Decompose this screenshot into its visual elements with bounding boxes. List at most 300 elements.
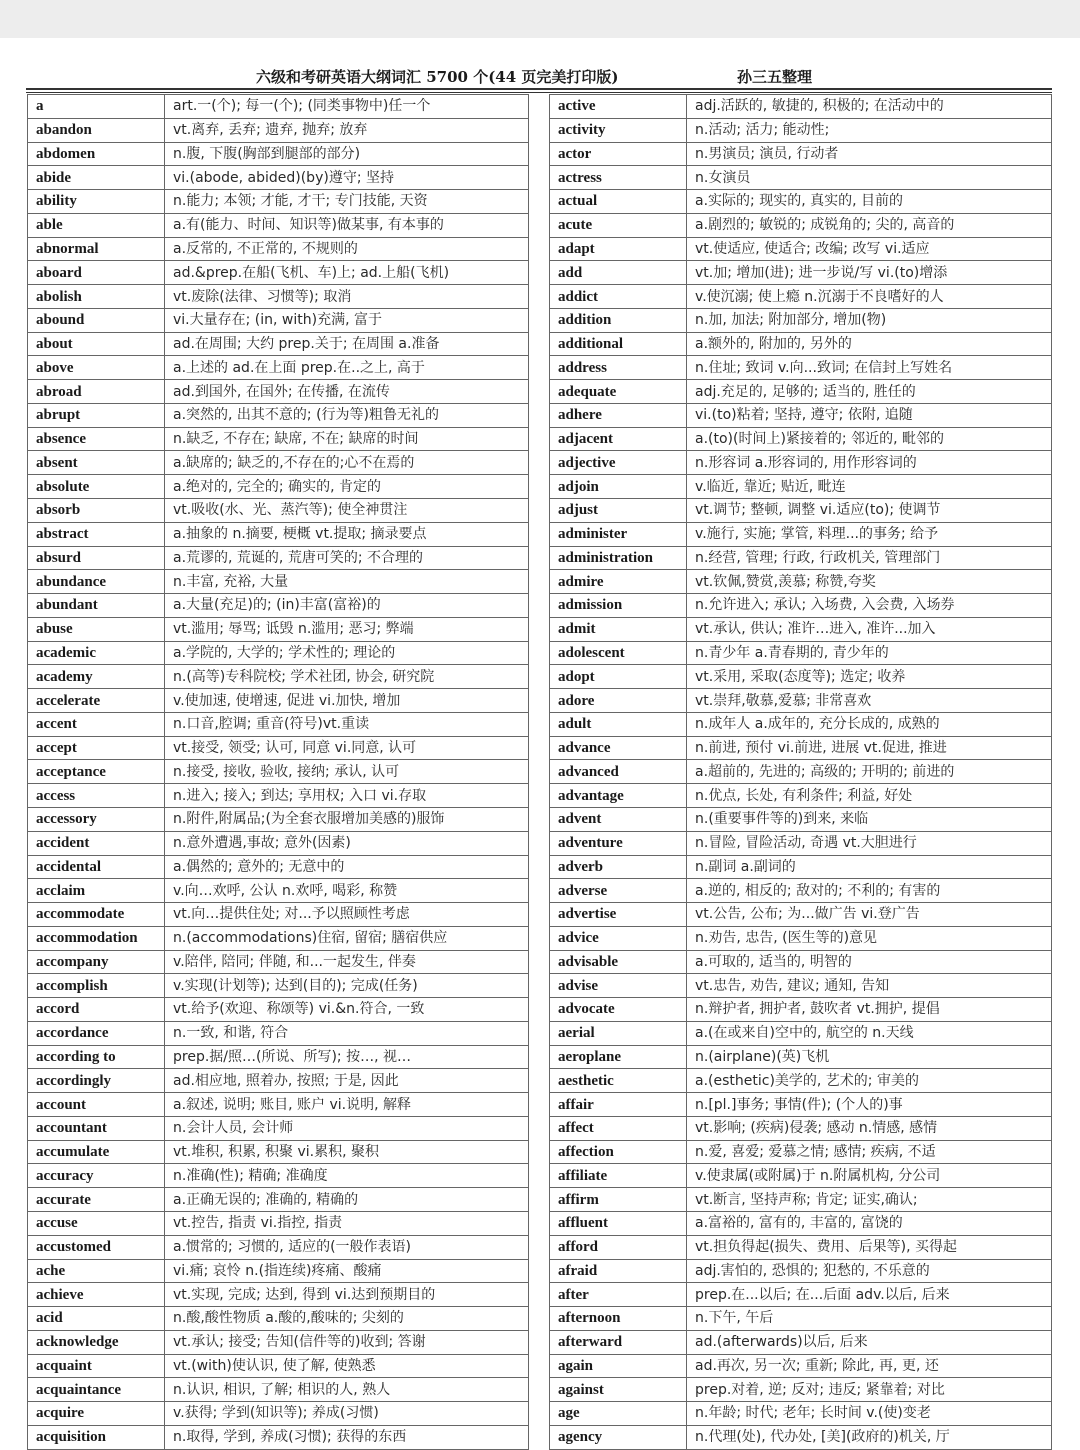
table-row (550, 689, 1052, 713)
vocab-meaning: v.实现(计划等); 达到(目的); 完成(任务) (165, 974, 529, 998)
vocab-word: add (550, 261, 687, 285)
vocab-meaning: a.抽象的 n.摘要, 梗概 vt.提取; 摘录要点 (165, 522, 529, 546)
table-row (28, 475, 529, 499)
table-row (28, 1235, 529, 1259)
table-row (550, 1354, 1052, 1378)
vocab-word: advantage (550, 784, 687, 808)
table-row (28, 570, 529, 594)
table-row (550, 974, 1052, 998)
table-row (28, 1116, 529, 1140)
vocab-meaning: n.优点, 长处, 有利条件; 利益, 好处 (687, 784, 1052, 808)
vocab-word: abstract (28, 522, 165, 546)
document-title: 六级和考研英语大纲词汇 5700 个(44 页完美打印版) (256, 68, 619, 86)
vocab-word: adjacent (550, 427, 687, 451)
table-row (28, 95, 529, 119)
table-row (550, 356, 1052, 380)
vocab-word: accuse (28, 1211, 165, 1235)
vocab-word: absolute (28, 475, 165, 499)
vocab-word: advise (550, 974, 687, 998)
vocab-meaning: vt.崇拜,敬慕,爱慕; 非常喜欢 (687, 689, 1052, 713)
header-rule (26, 88, 1052, 90)
table-row (28, 1211, 529, 1235)
vocab-meaning: n.酸,酸性物质 a.酸的,酸味的; 尖刻的 (165, 1307, 529, 1331)
vocab-word: aesthetic (550, 1069, 687, 1093)
vocab-word: a (28, 95, 165, 119)
vocab-meaning: n.青少年 a.青春期的, 青少年的 (687, 641, 1052, 665)
vocab-word: adverb (550, 855, 687, 879)
table-row (550, 308, 1052, 332)
vocab-meaning: a.突然的, 出其不意的; (行为等)粗鲁无礼的 (165, 403, 529, 427)
vocab-meaning: n.意外遭遇,事故; 意外(因素) (165, 831, 529, 855)
vocab-word: accommodation (28, 926, 165, 950)
vocab-word: abide (28, 166, 165, 190)
table-row (550, 380, 1052, 404)
vocab-meaning: n.口音,腔调; 重音(符号)vt.重读 (165, 712, 529, 736)
vocab-word: abundant (28, 594, 165, 618)
table-row (550, 807, 1052, 831)
vocab-word: accountant (28, 1116, 165, 1140)
vocab-meaning: n.取得, 学到, 养成(习惯); 获得的东西 (165, 1425, 529, 1449)
vocab-meaning: vt.影响; (疾病)侵袭; 感动 n.情感, 感情 (687, 1116, 1052, 1140)
vocab-word: accompany (28, 950, 165, 974)
table-row (28, 308, 529, 332)
document-author: 孙三五整理 (737, 68, 813, 86)
vocab-meaning: v.临近, 靠近; 贴近, 毗连 (687, 475, 1052, 499)
vocab-meaning: a.偶然的; 意外的; 无意中的 (165, 855, 529, 879)
vocab-meaning: v.使加速, 使增速, 促进 vi.加快, 增加 (165, 689, 529, 713)
vocab-meaning: vt.向…提供住处; 对...予以照顾性考虑 (165, 903, 529, 927)
vocab-word: adequate (550, 380, 687, 404)
vocab-word: abolish (28, 285, 165, 309)
vocab-word: admire (550, 570, 687, 594)
vocab-meaning: ad.到国外, 在国外; 在传播, 在流传 (165, 380, 529, 404)
vocab-meaning: a.缺席的; 缺乏的,不存在的;心不在焉的 (165, 451, 529, 475)
vocab-word: adjoin (550, 475, 687, 499)
table-row (28, 237, 529, 261)
vocab-word: affair (550, 1093, 687, 1117)
vocab-word: actress (550, 166, 687, 190)
table-row (550, 1425, 1052, 1449)
vocab-word: age (550, 1402, 687, 1426)
table-row (550, 617, 1052, 641)
vocab-word: accuracy (28, 1164, 165, 1188)
table-row (28, 617, 529, 641)
vocab-meaning: vt.(with)使认识, 使了解, 使熟悉 (165, 1354, 529, 1378)
vocab-word: abundance (28, 570, 165, 594)
vocab-word: affect (550, 1116, 687, 1140)
vocab-meaning: n.代理(处), 代办处, [美](政府的)机关, 厅 (687, 1425, 1052, 1449)
vocab-meaning: vt.使适应, 使适合; 改编; 改写 vi.适应 (687, 237, 1052, 261)
vocab-word: afternoon (550, 1307, 687, 1331)
table-row (550, 1283, 1052, 1307)
vocab-word: advisable (550, 950, 687, 974)
vocab-word: achieve (28, 1283, 165, 1307)
table-row (550, 1140, 1052, 1164)
table-row (550, 118, 1052, 142)
table-row (550, 879, 1052, 903)
vocab-meaning: a.有(能力、时间、知识等)做某事, 有本事的 (165, 213, 529, 237)
header-rule-thin (26, 92, 1052, 93)
vocab-word: adolescent (550, 641, 687, 665)
vocab-word: actual (550, 190, 687, 214)
vocab-word: affiliate (550, 1164, 687, 1188)
table-row (550, 1188, 1052, 1212)
table-row (28, 950, 529, 974)
vocab-meaning: adj.充足的, 足够的; 适当的, 胜任的 (687, 380, 1052, 404)
table-row (28, 641, 529, 665)
table-row (28, 807, 529, 831)
vocab-meaning: n.住址; 致词 v.向...致词; 在信封上写姓名 (687, 356, 1052, 380)
table-row (28, 736, 529, 760)
vocab-word: accord (28, 998, 165, 1022)
vocab-meaning: vi.(abode, abided)(by)遵守; 坚持 (165, 166, 529, 190)
vocab-meaning: a.惯常的; 习惯的, 适应的(一般作表语) (165, 1235, 529, 1259)
vocab-word: absent (28, 451, 165, 475)
vocab-meaning: a.额外的, 附加的, 另外的 (687, 332, 1052, 356)
vocab-meaning: n.加, 加法; 附加部分, 增加(物) (687, 308, 1052, 332)
table-row (28, 831, 529, 855)
vocab-meaning: a.大量(充足)的; (in)丰富(富裕)的 (165, 594, 529, 618)
table-row (28, 1354, 529, 1378)
vocab-meaning: vi.(to)粘着; 坚持, 遵守; 依附, 追随 (687, 403, 1052, 427)
table-row (550, 522, 1052, 546)
vocab-meaning: vt.采用, 采取(态度等); 选定; 收养 (687, 665, 1052, 689)
vocab-meaning: vt.接受, 领受; 认可, 同意 vi.同意, 认可 (165, 736, 529, 760)
vocab-word: advice (550, 926, 687, 950)
vocab-word: aeroplane (550, 1045, 687, 1069)
table-row (28, 332, 529, 356)
table-row (28, 665, 529, 689)
vocab-meaning: v.向…欢呼, 公认 n.欢呼, 喝彩, 称赞 (165, 879, 529, 903)
vocab-meaning: v.施行, 实施; 掌管, 料理...的事务; 给予 (687, 522, 1052, 546)
vocab-word: adapt (550, 237, 687, 261)
vocab-word: adjective (550, 451, 687, 475)
vocab-word: accumulate (28, 1140, 165, 1164)
vocab-meaning: vt.滥用; 辱骂; 诋毁 n.滥用; 恶习; 弊端 (165, 617, 529, 641)
vocab-word: acquaint (28, 1354, 165, 1378)
table-row (550, 903, 1052, 927)
vocab-word: adore (550, 689, 687, 713)
table-row (28, 403, 529, 427)
table-row (550, 1402, 1052, 1426)
vocab-meaning: n.缺乏, 不存在; 缺席, 不在; 缺席的时间 (165, 427, 529, 451)
vocab-word: adopt (550, 665, 687, 689)
table-row (550, 1235, 1052, 1259)
vocab-meaning: vt.给予(欢迎、称颂等) vi.&n.符合, 一致 (165, 998, 529, 1022)
table-row (550, 926, 1052, 950)
vocab-meaning: n.接受, 接收, 验收, 接纳; 承认, 认可 (165, 760, 529, 784)
table-row (28, 998, 529, 1022)
vocab-meaning: n.活动; 活力; 能动性; (687, 118, 1052, 142)
table-row (28, 1021, 529, 1045)
table-row (550, 451, 1052, 475)
vocab-word: active (550, 95, 687, 119)
vocab-meaning: n.附件,附属品;(为全套衣服增加美感的)服饰 (165, 807, 529, 831)
vocab-meaning: n.辩护者, 拥护者, 鼓吹者 vt.拥护, 提倡 (687, 998, 1052, 1022)
table-row (550, 403, 1052, 427)
vocab-meaning: a.叙述, 说明; 账目, 账户 vi.说明, 解释 (165, 1093, 529, 1117)
vocab-word: ability (28, 190, 165, 214)
table-row (550, 499, 1052, 523)
vocab-meaning: n.[pl.]事务; 事情(件); (个人的)事 (687, 1093, 1052, 1117)
vocab-word: accident (28, 831, 165, 855)
vocab-meaning: n.经营, 管理; 行政, 行政机关, 管理部门 (687, 546, 1052, 570)
vocab-word: accidental (28, 855, 165, 879)
vocab-word: accordingly (28, 1069, 165, 1093)
vocab-word: absence (28, 427, 165, 451)
vocab-meaning: n.(高等)专科院校; 学术社团, 协会, 研究院 (165, 665, 529, 689)
vocab-word: actor (550, 142, 687, 166)
vocab-word: acclaim (28, 879, 165, 903)
vocab-word: according to (28, 1045, 165, 1069)
table-row (550, 712, 1052, 736)
vocab-word: acquisition (28, 1425, 165, 1449)
vocab-meaning: n.爱, 喜爱; 爱慕之情; 感情; 疾病, 不适 (687, 1140, 1052, 1164)
table-row (28, 118, 529, 142)
vocab-word: accurate (28, 1188, 165, 1212)
vocab-meaning: v.陪伴, 陪同; 伴随, 和...一起发生, 伴奏 (165, 950, 529, 974)
table-row (28, 166, 529, 190)
vocab-word: advertise (550, 903, 687, 927)
table-row (28, 879, 529, 903)
vocab-meaning: vt.控告, 指责 vi.指控, 指责 (165, 1211, 529, 1235)
table-row (550, 1307, 1052, 1331)
table-row (550, 641, 1052, 665)
vocab-meaning: vt.公告, 公布; 为...做广告 vi.登广告 (687, 903, 1052, 927)
table-row (28, 784, 529, 808)
vocab-word: agency (550, 1425, 687, 1449)
vocab-word: acquaintance (28, 1378, 165, 1402)
table-row (28, 1425, 529, 1449)
vocab-word: advent (550, 807, 687, 831)
top-band (0, 0, 1080, 38)
vocab-word: acid (28, 1307, 165, 1331)
vocab-word: abroad (28, 380, 165, 404)
table-row (28, 1378, 529, 1402)
vocab-word: activity (550, 118, 687, 142)
vocab-meaning: adj.害怕的, 恐惧的; 犯愁的, 不乐意的 (687, 1259, 1052, 1283)
vocab-word: accessory (28, 807, 165, 831)
table-row (28, 546, 529, 570)
vocab-meaning: n.准确(性); 精确; 准确度 (165, 1164, 529, 1188)
vocab-meaning: n.成年人 a.成年的, 充分长成的, 成熟的 (687, 712, 1052, 736)
table-row (550, 95, 1052, 119)
table-row (28, 855, 529, 879)
table-row (28, 356, 529, 380)
vocab-meaning: vt.离弃, 丢弃; 遗弃, 抛弃; 放弃 (165, 118, 529, 142)
vocab-meaning: vt.调节; 整顿, 调整 vi.适应(to); 使调节 (687, 499, 1052, 523)
table-row (28, 926, 529, 950)
vocab-word: admission (550, 594, 687, 618)
vocab-word: advocate (550, 998, 687, 1022)
table-row (550, 1045, 1052, 1069)
vocab-word: address (550, 356, 687, 380)
vocab-meaning: adj.活跃的, 敏捷的, 积极的; 在活动中的 (687, 95, 1052, 119)
vocab-word: addition (550, 308, 687, 332)
table-row (550, 1259, 1052, 1283)
vocab-meaning: ad.再次, 另一次; 重新; 除此, 再, 更, 还 (687, 1354, 1052, 1378)
table-row (550, 1330, 1052, 1354)
table-row (28, 190, 529, 214)
table-row (28, 380, 529, 404)
table-row (550, 190, 1052, 214)
table-row (28, 712, 529, 736)
vocab-meaning: n.形容词 a.形容词的, 用作形容词的 (687, 451, 1052, 475)
vocab-word: abrupt (28, 403, 165, 427)
vocab-meaning: art.一(个); 每一(个); (同类事物中)任一个 (165, 95, 529, 119)
vocab-meaning: ad.相应地, 照着办, 按照; 于是, 因此 (165, 1069, 529, 1093)
vocab-meaning: prep.对着, 逆; 反对; 违反; 紧靠着; 对比 (687, 1378, 1052, 1402)
vocab-word: access (28, 784, 165, 808)
vocab-meaning: n.腹, 下腹(胸部到腿部的部分) (165, 142, 529, 166)
vocab-word: accustomed (28, 1235, 165, 1259)
table-row (28, 760, 529, 784)
vocab-meaning: v.使沉溺; 使上瘾 n.沉溺于不良嗜好的人 (687, 285, 1052, 309)
table-row (550, 546, 1052, 570)
table-row (28, 213, 529, 237)
vocab-meaning: n.(accommodations)住宿, 留宿; 膳宿供应 (165, 926, 529, 950)
vocab-meaning: n.能力; 本领; 才能, 才干; 专门技能, 天资 (165, 190, 529, 214)
table-row (550, 1093, 1052, 1117)
vocab-meaning: vi.大量存在; (in, with)充满, 富于 (165, 308, 529, 332)
vocab-meaning: a.学院的, 大学的; 学术性的; 理论的 (165, 641, 529, 665)
vocab-meaning: v.使隶属(或附属)于 n.附属机构, 分公司 (687, 1164, 1052, 1188)
vocab-meaning: vt.钦佩,赞赏,羡慕; 称赞,夸奖 (687, 570, 1052, 594)
vocab-table-left (27, 94, 529, 1450)
table-row (550, 1116, 1052, 1140)
vocab-word: afford (550, 1235, 687, 1259)
vocab-word: acute (550, 213, 687, 237)
table-row (28, 451, 529, 475)
vocab-meaning: a.超前的, 先进的; 高级的; 开明的; 前进的 (687, 760, 1052, 784)
table-row (550, 285, 1052, 309)
table-row (550, 237, 1052, 261)
vocab-meaning: a.可取的, 适当的, 明智的 (687, 950, 1052, 974)
vocab-word: additional (550, 332, 687, 356)
table-row (550, 1211, 1052, 1235)
table-row (28, 142, 529, 166)
table-row (550, 784, 1052, 808)
vocab-word: acquire (28, 1402, 165, 1426)
table-row (550, 855, 1052, 879)
vocab-word: afterward (550, 1330, 687, 1354)
table-row (28, 1140, 529, 1164)
vocab-meaning: n.一致, 和谐, 符合 (165, 1021, 529, 1045)
vocab-meaning: n.丰富, 充裕, 大量 (165, 570, 529, 594)
vocab-word: affluent (550, 1211, 687, 1235)
vocab-meaning: a.正确无误的; 准确的, 精确的 (165, 1188, 529, 1212)
vocab-meaning: vt.承认; 接受; 告知(信件等的)收到; 答谢 (165, 1330, 529, 1354)
vocab-word: administration (550, 546, 687, 570)
vocab-meaning: vt.加; 增加(进); 进一步说/写 vi.(to)增添 (687, 261, 1052, 285)
vocab-meaning: n.劝告, 忠告, (医生等的)意见 (687, 926, 1052, 950)
vocab-word: accordance (28, 1021, 165, 1045)
vocab-meaning: vt.堆积, 积累, 积聚 vi.累积, 聚积 (165, 1140, 529, 1164)
vocab-meaning: n.进入; 接入; 到达; 享用权; 入口 vi.存取 (165, 784, 529, 808)
vocab-meaning: a.反常的, 不正常的, 不规则的 (165, 237, 529, 261)
table-row (550, 594, 1052, 618)
vocab-meaning: a.富裕的, 富有的, 丰富的, 富饶的 (687, 1211, 1052, 1235)
vocab-word: above (28, 356, 165, 380)
vocab-word: adventure (550, 831, 687, 855)
vocab-meaning: n.下午, 午后 (687, 1307, 1052, 1331)
vocab-meaning: vt.断言, 坚持声称; 肯定; 证实,确认; (687, 1188, 1052, 1212)
vocab-word: adult (550, 712, 687, 736)
vocab-word: abnormal (28, 237, 165, 261)
vocab-word: accommodate (28, 903, 165, 927)
vocab-word: adverse (550, 879, 687, 903)
vocab-word: accept (28, 736, 165, 760)
vocab-word: adjust (550, 499, 687, 523)
table-row (550, 332, 1052, 356)
vocab-word: acceptance (28, 760, 165, 784)
vocab-meaning: vt.实现, 完成; 达到, 得到 vi.达到预期目的 (165, 1283, 529, 1307)
table-row (28, 1069, 529, 1093)
vocab-word: adhere (550, 403, 687, 427)
table-row (28, 1330, 529, 1354)
table-row (550, 1069, 1052, 1093)
page-header (0, 66, 1080, 88)
table-row (28, 1402, 529, 1426)
vocab-meaning: ad.在周围; 大约 prep.关于; 在周围 a.准备 (165, 332, 529, 356)
vocab-word: against (550, 1378, 687, 1402)
table-row (28, 522, 529, 546)
vocab-word: accomplish (28, 974, 165, 998)
vocab-word: able (28, 213, 165, 237)
table-row (550, 998, 1052, 1022)
vocab-word: abuse (28, 617, 165, 641)
table-row (550, 736, 1052, 760)
vocab-meaning: n.(airplane)(英)飞机 (687, 1045, 1052, 1069)
vocab-meaning: n.前进, 预付 vi.前进, 进展 vt.促进, 推进 (687, 736, 1052, 760)
vocab-word: advance (550, 736, 687, 760)
table-row (550, 1021, 1052, 1045)
table-row (28, 1188, 529, 1212)
vocab-meaning: n.年龄; 时代; 老年; 长时间 v.(使)变老 (687, 1402, 1052, 1426)
table-row (550, 142, 1052, 166)
vocab-word: absurd (28, 546, 165, 570)
vocab-meaning: prep.据/照…(所说、所写); 按…, 视… (165, 1045, 529, 1069)
vocab-word: affection (550, 1140, 687, 1164)
vocab-word: ache (28, 1259, 165, 1283)
vocab-word: about (28, 332, 165, 356)
vocab-meaning: vt.废除(法律、习惯等); 取消 (165, 285, 529, 309)
vocab-meaning: prep.在...以后; 在...后面 adv.以后, 后来 (687, 1283, 1052, 1307)
vocab-meaning: n.(重要事件等的)到来, 来临 (687, 807, 1052, 831)
vocab-meaning: n.冒险, 冒险活动, 奇遇 vt.大胆进行 (687, 831, 1052, 855)
vocab-meaning: ad.(afterwards)以后, 后来 (687, 1330, 1052, 1354)
vocab-word: academic (28, 641, 165, 665)
vocab-meaning: vt.承认, 供认; 准许…进入, 准许...加入 (687, 617, 1052, 641)
vocab-meaning: n.女演员 (687, 166, 1052, 190)
vocab-meaning: n.允许进入; 承认; 入场费, 入会费, 入场券 (687, 594, 1052, 618)
vocab-word: acknowledge (28, 1330, 165, 1354)
table-row (28, 427, 529, 451)
vocab-word: addict (550, 285, 687, 309)
vocab-word: affirm (550, 1188, 687, 1212)
table-row (28, 903, 529, 927)
vocab-meaning: vt.担负得起(损失、费用、后果等), 买得起 (687, 1235, 1052, 1259)
table-row (28, 499, 529, 523)
vocab-meaning: n.男演员; 演员, 行动者 (687, 142, 1052, 166)
vocab-meaning: n.副词 a.副词的 (687, 855, 1052, 879)
table-row (550, 475, 1052, 499)
vocab-word: abandon (28, 118, 165, 142)
table-row (550, 166, 1052, 190)
vocab-meaning: a.剧烈的; 敏锐的; 成锐角的; 尖的, 高音的 (687, 213, 1052, 237)
table-row (550, 1164, 1052, 1188)
table-row (28, 1259, 529, 1283)
